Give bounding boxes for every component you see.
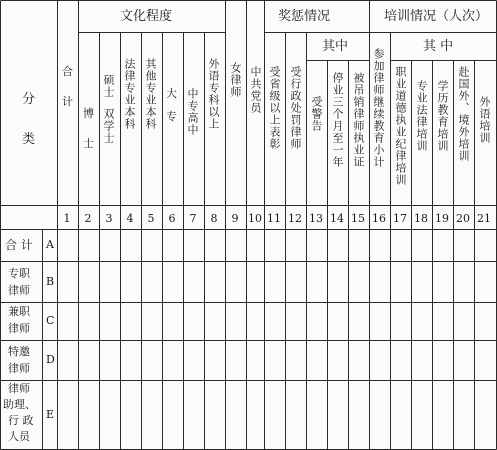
col-heji-bottom: 计 [62,95,73,108]
col-xingzheng-chufa: 受行政处罚律师 [289,66,302,150]
header-peixun-qingkuang: 培训情况（人次） [384,9,489,24]
col-number: 1 [63,212,71,225]
row-zhuli-label-3: 行 政 [8,414,34,427]
row-zhuli-label-1: 律师 [8,382,30,395]
col-number: 12 [288,212,302,225]
col-zhuanye-falv-peixun: 专业法律培训 [415,80,428,152]
col-zhonggong-dangyuan: 中共党员 [249,66,262,114]
row-code-b: B [46,275,55,288]
col-number: 4 [126,212,134,225]
row-code-d: D [46,353,55,366]
fenlei-label-top: 分 [22,92,36,107]
col-number: 7 [189,212,197,225]
col-falv-benke: 法律专业本科 [123,58,136,130]
col-shuoshi: 硕士 [102,74,115,98]
row-code-c: C [46,314,55,327]
row-teyao-label-1: 特邀 [8,345,30,358]
col-number: 16 [372,212,386,225]
col-shengji-biaozhang: 受省级以上表彰 [268,66,281,150]
row-code-e: E [46,408,55,421]
col-number: 6 [168,212,176,225]
col-diaoxiao-zhiyezheng: 被吊销律师执业证 [352,72,365,168]
col-shou-jinggao: 受警告 [310,96,323,132]
col-number: 21 [477,212,491,225]
col-number: 11 [267,212,281,225]
row-jianzhi-label-1: 兼职 [8,305,30,318]
row-heji-label: 合 计 [5,238,33,252]
col-number: 10 [248,212,262,225]
col-nv-lvshi: 女律师 [229,62,242,98]
header-qizhong-peixun: 其 中 [423,39,454,54]
col-tingye: 停业三个月至一年 [331,72,344,168]
col-qita-benke: 其他专业本科 [144,58,157,130]
col-zhongzhuan-gaozhong: 中专高中 [186,88,199,136]
col-number: 14 [330,212,344,225]
col-number: 5 [147,212,155,225]
col-zhiye-daode-peixun: 职业道德执业纪律培训 [394,66,407,186]
col-shuangxueshi: 双学士 [102,108,115,144]
header-jiangcheng-qingkuang: 奖惩情况 [278,9,331,24]
col-boshi-top: 博 [83,107,94,120]
row-zhuli-label-2: 助理、 [3,398,36,411]
col-number: 18 [414,212,428,225]
row-code-a: A [46,238,54,251]
header-wenhua-chengdu: 文化程度 [120,9,173,24]
col-number: 3 [105,212,113,225]
col-number: 2 [84,212,92,225]
col-number: 13 [309,212,323,225]
col-heji-top: 合 [62,65,73,78]
col-jixu-jiaoyu-xiaoji: 参加律师继续教育小计 [372,48,385,168]
row-zhuanzhi-label-1: 专职 [8,267,30,280]
col-number: 20 [456,212,470,225]
col-number: 15 [351,212,365,225]
col-number: 19 [435,212,449,225]
col-number: 8 [210,212,218,225]
col-guowai-peixun: 赴国外、境外培训 [457,66,470,162]
col-waiyu-zhuanke: 外语专科以上 [207,58,220,130]
row-zhuanzhi-label-2: 律师 [8,284,30,297]
col-waiyu-peixun: 外语培训 [478,96,491,144]
fenlei-label-bottom: 类 [22,132,36,147]
row-teyao-label-2: 律师 [8,362,30,375]
col-number: 9 [231,212,239,225]
col-xueli-jiaoyu-peixun: 学历教育培训 [436,80,449,152]
row-jianzhi-label-2: 律师 [8,322,30,335]
col-dazhuan-top: 大 [166,87,177,100]
row-zhuli-label-4: 人员 [8,430,30,443]
col-boshi-bottom: 士 [83,137,94,150]
col-number: 17 [393,212,407,225]
header-qizhong-jiangcheng: 其中 [322,39,349,54]
col-dazhuan-bottom: 专 [166,110,177,123]
